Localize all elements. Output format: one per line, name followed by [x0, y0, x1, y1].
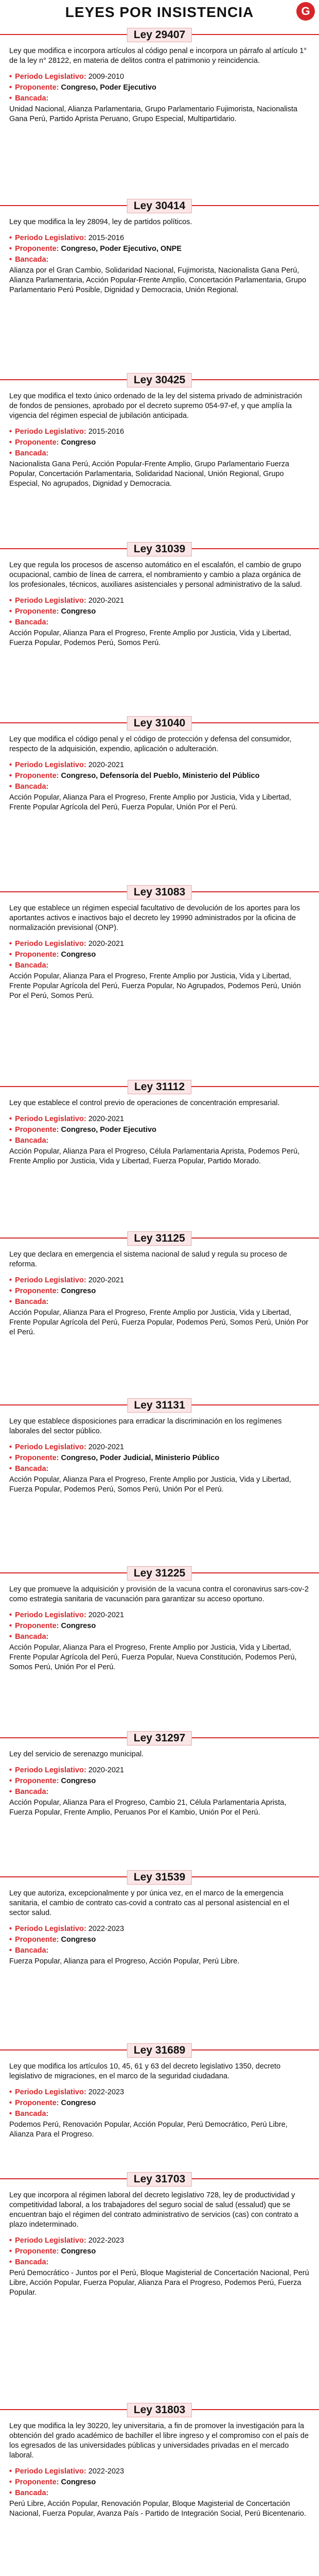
bullet-icon: • [9, 1622, 12, 1630]
bullet-icon: • [9, 1465, 12, 1473]
bancada-label: Bancada: [15, 1137, 49, 1145]
bullet-icon: • [9, 73, 12, 81]
periodo-value: 2020-2021 [88, 597, 125, 605]
bancada-value: Acción Popular, Alianza Para el Progreso, Frente Amplio por Justicia, Vida y Libertad, Frente Popular Agrícola del Perú, Fuerza Popular, Nueva Constitución, Podemos Perú, Somos Perú, Unión Por el Perú. [9, 1643, 297, 1671]
law-description: Ley del servicio de serenazgo municipal. [9, 1750, 144, 1758]
law-description: Ley que modifica la ley 28094, ley de partidos políticos. [9, 218, 192, 226]
law-number: Ley 30425 [127, 373, 192, 387]
periodo-value: 2020-2021 [88, 1276, 125, 1284]
proponente-label: Proponente: [15, 1777, 59, 1785]
periodo-label: Periodo Legislativo: [15, 761, 86, 769]
law-description: Ley que modifica el código penal y el código de protección y defensa del consumidor, respecto de la adquisición, expendio, aplicación o adulteración. [9, 735, 292, 753]
bancada-field [9, 2109, 310, 2119]
periodo-field [9, 1766, 310, 1775]
bullet-icon: • [9, 961, 12, 970]
law-number: Ley 29407 [127, 28, 192, 42]
law-header [0, 1080, 319, 1093]
bancada-value: Unidad Nacional, Alianza Parlamentaria, Grupo Parlamentario Fujimorista, Nacionalista Gana Perú, Partido Aprista Peruano, Grupo Especial, Multipartidario. [9, 105, 298, 123]
bancada-field [9, 94, 310, 104]
proponente-label: Proponente: [15, 245, 59, 253]
bullet-icon: • [9, 2247, 12, 2256]
bullet-icon: • [9, 1633, 12, 1641]
bullet-icon: • [9, 1946, 12, 1955]
proponente-field [9, 2478, 310, 2487]
bullet-icon: • [9, 1936, 12, 1944]
periodo-field [9, 2088, 310, 2097]
proponente-field [9, 1621, 310, 1631]
bullet-icon: • [9, 2489, 12, 2497]
law-description: Ley que autoriza, excepcionalmente y por única vez, en el marco de la emergencia sanitaria, el cambio de contrato cas-covid a contrato cas al personal asistencial en el sector salud. [9, 1889, 290, 1917]
periodo-value: 2020-2021 [88, 940, 125, 948]
law-block [0, 1398, 319, 1495]
periodo-field [9, 1276, 310, 1285]
proponente-value: Congreso [61, 1936, 96, 1944]
bullet-icon: • [9, 940, 12, 948]
proponente-label: Proponente: [15, 438, 59, 447]
periodo-field [9, 596, 310, 606]
proponente-field [9, 950, 310, 960]
proponente-field [9, 1935, 310, 1945]
periodo-label: Periodo Legislativo: [15, 428, 86, 436]
periodo-field [9, 1924, 310, 1934]
periodo-value: 2022-2023 [88, 2088, 125, 2096]
law-body [0, 2057, 319, 2140]
law-body [0, 1245, 319, 1337]
law-header [0, 2403, 319, 2416]
bullet-icon: • [9, 428, 12, 436]
bullet-icon: • [9, 94, 12, 103]
periodo-field [9, 1611, 310, 1620]
proponente-field [9, 1125, 310, 1135]
law-description: Ley que modifica los artículos 10, 45, 61 y 63 del decreto legislativo 1350, decreto legislativo de migraciones, en el marco de la seguridad ciudadana. [9, 2062, 281, 2080]
law-body [0, 555, 319, 648]
law-description: Ley que modifica el texto único ordenado de la ley del sistema privado de administración de fondos de pensiones, aprobado por el decreto supremo 054-97-ef, y que amplía la vigencia del régimen especial de jubilación anticipada. [9, 392, 303, 420]
bullet-icon: • [9, 438, 12, 447]
law-description: Ley que modifica la ley 30220, ley universitaria, a fin de promover la investigación para la obtención del grado académico de bachiller el libre ingreso y el compromiso con el país de los egresados de las universidades públicas y universidades privadas en el mercado laboral. [9, 2422, 309, 2460]
periodo-field [9, 1443, 310, 1452]
bancada-label: Bancada: [15, 94, 49, 103]
bancada-label: Bancada: [15, 2489, 49, 2497]
bullet-icon: • [9, 2088, 12, 2096]
periodo-field [9, 427, 310, 437]
proponente-field [9, 607, 310, 617]
bullet-icon: • [9, 449, 12, 457]
periodo-value: 2020-2021 [88, 1443, 125, 1451]
bullet-icon: • [9, 2478, 12, 2486]
periodo-label: Periodo Legislativo: [15, 1443, 86, 1451]
bancada-label: Bancada: [15, 2258, 49, 2266]
law-block [0, 199, 319, 295]
law-header [0, 542, 319, 555]
law-header [0, 28, 319, 41]
periodo-label: Periodo Legislativo: [15, 597, 86, 605]
gestion-logo: G [296, 2, 315, 21]
bancada-value: Acción Popular, Alianza Para el Progreso, Frente Amplio por Justicia, Vida y Libertad, Frente Popular Agrícola del Perú, Fuerza Popular, No Agrupados, Podemos Perú, Unión Por el Perú, Somos Perú. [9, 972, 301, 1000]
bancada-value: Acción Popular, Alianza Para el Progreso, Frente Amplio por Justicia, Vida y Libertad, Fuerza Popular, Podemos Perú, Somos Perú. [9, 629, 291, 647]
bullet-icon: • [9, 1115, 12, 1123]
law-number: Ley 31297 [127, 1731, 192, 1745]
periodo-label: Periodo Legislativo: [15, 2467, 86, 2476]
proponente-field [9, 2247, 310, 2257]
bancada-label: Bancada: [15, 618, 49, 626]
bancada-label: Bancada: [15, 1298, 49, 1306]
proponente-label: Proponente: [15, 2478, 59, 2486]
proponente-value: Congreso, Poder Ejecutivo [61, 83, 156, 92]
law-body [0, 1580, 319, 1672]
law-header [0, 1566, 319, 1580]
periodo-value: 2022-2023 [88, 2236, 125, 2245]
bancada-field [9, 961, 310, 971]
proponente-value: Congreso [61, 1287, 96, 1295]
law-block [0, 1870, 319, 1967]
law-body [0, 899, 319, 1001]
periodo-value: 2022-2023 [88, 1925, 125, 1933]
law-block [0, 885, 319, 1001]
periodo-label: Periodo Legislativo: [15, 2088, 86, 2096]
bullet-icon: • [9, 1925, 12, 1933]
proponente-label: Proponente: [15, 772, 59, 780]
law-header [0, 1398, 319, 1412]
law-body [0, 730, 319, 812]
bullet-icon: • [9, 2110, 12, 2118]
bullet-icon: • [9, 1788, 12, 1796]
proponente-value: Congreso, Poder Ejecutivo [61, 1126, 156, 1134]
periodo-field [9, 2467, 310, 2477]
proponente-field [9, 244, 310, 254]
proponente-label: Proponente: [15, 1454, 59, 1462]
law-description: Ley que modifica e incorpora artículos al código penal e incorpora un párrafo al artículo 1° de la ley n° 28122, en materia de delitos contra el patrimonio y reincidencia. [9, 47, 307, 65]
bullet-icon: • [9, 2236, 12, 2245]
law-header [0, 1231, 319, 1245]
law-number: Ley 31803 [127, 2403, 192, 2417]
bancada-label: Bancada: [15, 256, 49, 264]
proponente-label: Proponente: [15, 1622, 59, 1630]
law-block [0, 2403, 319, 2519]
law-description: Ley que incorpora al régimen laboral del decreto legislativo 728, ley de productividad y competitividad laboral, a los trabajadores del seguro social de salud (essalud) que se encuentran bajo el régimen del contrato administrativo de servicios (cas) con contrato a plazo indeterminado. [9, 2191, 298, 2229]
bancada-value: Acción Popular, Alianza Para el Progreso, Cambio 21, Célula Parlamentaria Aprista, Fuerza Popular, Frente Amplio, Peruanos Por el Kambio, Unión Por el Perú. [9, 1799, 287, 1817]
bancada-field [9, 1946, 310, 1956]
law-block [0, 542, 319, 648]
bancada-value: Nacionalista Gana Perú, Acción Popular-Frente Amplio, Grupo Parlamentario Fuerza Popular, Concertación Parlamentaria, Solidaridad Nacional, Unión Regional, Grupo Especial, No agrupados, Dignidad y Democracia. [9, 460, 290, 488]
bancada-value: Acción Popular, Alianza Para el Progreso, Frente Amplio por Justicia, Vida y Libertad, Frente Popular Agrícola del Perú, Fuerza Popular, Unión Por el Perú. [9, 793, 291, 811]
proponente-value: Congreso [61, 951, 96, 959]
proponente-label: Proponente: [15, 2247, 59, 2256]
law-block [0, 1731, 319, 1818]
bancada-field [9, 449, 310, 459]
periodo-value: 2009-2010 [88, 73, 125, 81]
law-number: Ley 31125 [127, 1231, 191, 1246]
bullet-icon: • [9, 2099, 12, 2107]
bancada-label: Bancada: [15, 783, 49, 791]
bancada-field [9, 1632, 310, 1642]
bullet-icon: • [9, 772, 12, 780]
law-header [0, 2172, 319, 2185]
bullet-icon: • [9, 83, 12, 92]
law-number: Ley 31083 [127, 885, 192, 900]
bancada-value: Fuerza Popular, Alianza para el Progreso, Acción Popular, Perú Libre. [9, 1957, 240, 1965]
bancada-field [9, 1787, 310, 1797]
bancada-label: Bancada: [15, 961, 49, 970]
bancada-field [9, 2258, 310, 2267]
bullet-icon: • [9, 1766, 12, 1774]
bullet-icon: • [9, 1443, 12, 1451]
law-header [0, 199, 319, 212]
law-number: Ley 31539 [127, 1870, 192, 1885]
proponente-field [9, 83, 310, 93]
proponente-label: Proponente: [15, 607, 59, 616]
law-body [0, 1093, 319, 1166]
periodo-field [9, 2236, 310, 2246]
bullet-icon: • [9, 2467, 12, 2476]
law-header [0, 716, 319, 730]
bancada-field [9, 2488, 310, 2498]
bancada-label: Bancada: [15, 2110, 49, 2118]
bullet-icon: • [9, 1777, 12, 1785]
law-body [0, 1412, 319, 1495]
law-header [0, 1870, 319, 1884]
proponente-field [9, 2098, 310, 2108]
bancada-field [9, 255, 310, 265]
proponente-field [9, 1453, 310, 1463]
bullet-icon: • [9, 1287, 12, 1295]
law-description: Ley que promueve la adquisición y provisión de la vacuna contra el coronavirus sars-cov-2 como estrategia sanitaria de vacunación para garantizar su acceso oportuno. [9, 1585, 309, 1603]
bullet-icon: • [9, 597, 12, 605]
proponente-label: Proponente: [15, 1287, 59, 1295]
periodo-label: Periodo Legislativo: [15, 940, 86, 948]
law-number: Ley 30414 [127, 199, 192, 213]
periodo-value: 2022-2023 [88, 2467, 125, 2476]
bancada-value: Acción Popular, Alianza Para el Progreso, Frente Amplio por Justicia, Vida y Libertad, Fuerza Popular, Podemos Perú, Somos Perú, Unión Por el Perú. [9, 1476, 291, 1494]
law-body [0, 212, 319, 295]
bancada-value: Perú Libre, Acción Popular, Renovación Popular, Bloque Magisterial de Concertación Nacional, Fuerza Popular, Avanza País - Partido de Integración Social, Perú Bicentenario. [9, 2500, 306, 2518]
bancada-label: Bancada: [15, 1633, 49, 1641]
bancada-field [9, 782, 310, 792]
periodo-label: Periodo Legislativo: [15, 234, 86, 242]
bancada-field [9, 1136, 310, 1146]
law-number: Ley 31040 [127, 716, 192, 731]
periodo-field [9, 1114, 310, 1124]
law-block [0, 1080, 319, 1166]
bullet-icon: • [9, 1276, 12, 1284]
bullet-icon: • [9, 607, 12, 616]
law-number: Ley 31131 [127, 1398, 191, 1413]
bullet-icon: • [9, 951, 12, 959]
bullet-icon: • [9, 1126, 12, 1134]
proponente-value: Congreso [61, 438, 96, 447]
law-header [0, 1731, 319, 1744]
bancada-field [9, 1464, 310, 1474]
law-header [0, 2043, 319, 2057]
periodo-label: Periodo Legislativo: [15, 1766, 86, 1774]
proponente-label: Proponente: [15, 1126, 59, 1134]
proponente-label: Proponente: [15, 951, 59, 959]
bullet-icon: • [9, 1454, 12, 1462]
proponente-value: Congreso [61, 607, 96, 616]
bancada-field [9, 618, 310, 628]
law-block [0, 28, 319, 124]
bancada-label: Bancada: [15, 1946, 49, 1955]
bullet-icon: • [9, 1137, 12, 1145]
proponente-field [9, 771, 310, 781]
proponente-value: Congreso [61, 1777, 96, 1785]
bullet-icon: • [9, 1298, 12, 1306]
bullet-icon: • [9, 234, 12, 242]
proponente-field [9, 1286, 310, 1296]
law-description: Ley que establece el control previo de operaciones de concentración empresarial. [9, 1099, 280, 1107]
bullet-icon: • [9, 245, 12, 253]
law-body [0, 1744, 319, 1818]
law-description: Ley que declara en emergencia el sistema nacional de salud y regula su proceso de reforma. [9, 1250, 288, 1268]
bancada-value: Alianza por el Gran Cambio, Solidaridad Nacional, Fujimorista, Nacionalista Gana Perú, Alianza Parlamentaria, Acción Popular-Frente Amplio, Concertación Parlamentaria, Grupo Parlamentario Perú Posible, Dignidad y Democracia, Unión Regional. [9, 266, 307, 294]
bancada-label: Bancada: [15, 449, 49, 457]
periodo-label: Periodo Legislativo: [15, 1611, 86, 1619]
law-number: Ley 31703 [127, 2172, 192, 2187]
bullet-icon: • [9, 761, 12, 769]
bancada-value: Acción Popular, Alianza Para el Progreso, Frente Amplio por Justicia, Vida y Libertad, Frente Popular Agrícola del Perú, Fuerza Popular, Podemos Perú, Somos Perú, Unión Por el Perú. [9, 1309, 309, 1336]
law-number: Ley 31225 [127, 1566, 192, 1581]
law-header [0, 885, 319, 899]
periodo-value: 2020-2021 [88, 761, 125, 769]
bullet-icon: • [9, 1611, 12, 1619]
law-body [0, 1884, 319, 1967]
law-header [0, 373, 319, 386]
periodo-value: 2015-2016 [88, 428, 125, 436]
periodo-label: Periodo Legislativo: [15, 2236, 86, 2245]
proponente-field [9, 438, 310, 448]
law-body [0, 386, 319, 489]
periodo-value: 2020-2021 [88, 1611, 125, 1619]
periodo-value: 2015-2016 [88, 234, 125, 242]
law-block [0, 2172, 319, 2298]
proponente-value: Congreso [61, 2099, 96, 2107]
periodo-field [9, 233, 310, 243]
law-body [0, 41, 319, 124]
bullet-icon: • [9, 783, 12, 791]
periodo-label: Periodo Legislativo: [15, 1925, 86, 1933]
bancada-label: Bancada: [15, 1788, 49, 1796]
law-number: Ley 31039 [127, 542, 192, 556]
page-title: LEYES POR INSISTENCIA [65, 4, 254, 20]
bancada-value: Podemos Perú, Renovación Popular, Acción Popular, Perú Democrático, Perú Libre, Alianza Para el Progreso. [9, 2121, 288, 2139]
law-block [0, 2043, 319, 2140]
proponente-label: Proponente: [15, 2099, 59, 2107]
proponente-value: Congreso [61, 2247, 96, 2256]
periodo-label: Periodo Legislativo: [15, 73, 86, 81]
periodo-label: Periodo Legislativo: [15, 1115, 86, 1123]
law-number: Ley 31689 [127, 2043, 192, 2058]
proponente-value: Congreso, Poder Ejecutivo, ONPE [61, 245, 182, 253]
header [0, 0, 319, 24]
law-block [0, 1231, 319, 1337]
periodo-field [9, 72, 310, 82]
periodo-field [9, 760, 310, 770]
bancada-value: Acción Popular, Alianza Para el Progreso, Célula Parlamentaria Aprista, Podemos Perú, Frente Amplio por Justicia, Vida y Libertad, Fuerza Popular, Partido Morado. [9, 1147, 300, 1165]
law-description: Ley que establece disposiciones para erradicar la discriminación en los regímenes laborales del sector público. [9, 1417, 282, 1435]
law-block [0, 716, 319, 812]
periodo-field [9, 939, 310, 949]
proponente-field [9, 1776, 310, 1786]
proponente-label: Proponente: [15, 1936, 59, 1944]
bullet-icon: • [9, 618, 12, 626]
law-description: Ley que establece un régimen especial facultativo de devolución de los aportes para los aportantes activos e inactivos bajo el decreto ley 19990 administrados por la oficina de normalización previsional (ONP). [9, 904, 300, 932]
bancada-value: Perú Democrático - Juntos por el Perú, Bloque Magisterial de Concertación Nacional, Perú Libre, Acción Popular, Fuerza Popular, Alianza Para el Progreso, Podemos Perú, Fuerza Popular. [9, 2269, 309, 2297]
periodo-label: Periodo Legislativo: [15, 1276, 86, 1284]
law-body [0, 2185, 319, 2298]
law-block [0, 373, 319, 489]
proponente-value: Congreso, Defensoría del Pueblo, Ministerio del Público [61, 772, 260, 780]
proponente-label: Proponente: [15, 83, 59, 92]
law-block [0, 1566, 319, 1672]
bullet-icon: • [9, 256, 12, 264]
law-body [0, 2416, 319, 2519]
periodo-value: 2020-2021 [88, 1766, 125, 1774]
bancada-label: Bancada: [15, 1465, 49, 1473]
law-number: Ley 31112 [128, 1080, 191, 1094]
bancada-field [9, 1297, 310, 1307]
periodo-value: 2020-2021 [88, 1115, 125, 1123]
proponente-value: Congreso, Poder Judicial, Ministerio Público [61, 1454, 220, 1462]
bullet-icon: • [9, 2258, 12, 2266]
proponente-value: Congreso [61, 1622, 96, 1630]
proponente-value: Congreso [61, 2478, 96, 2486]
law-description: Ley que regula los procesos de ascenso automático en el escalafón, el cambio de grupo ocupacional, cambio de línea de carrera, el nombramiento y cambio a plaza orgánica de los profesionales, técnicos, auxiliares asistenciales y personal administrativo de la salud. [9, 561, 303, 589]
